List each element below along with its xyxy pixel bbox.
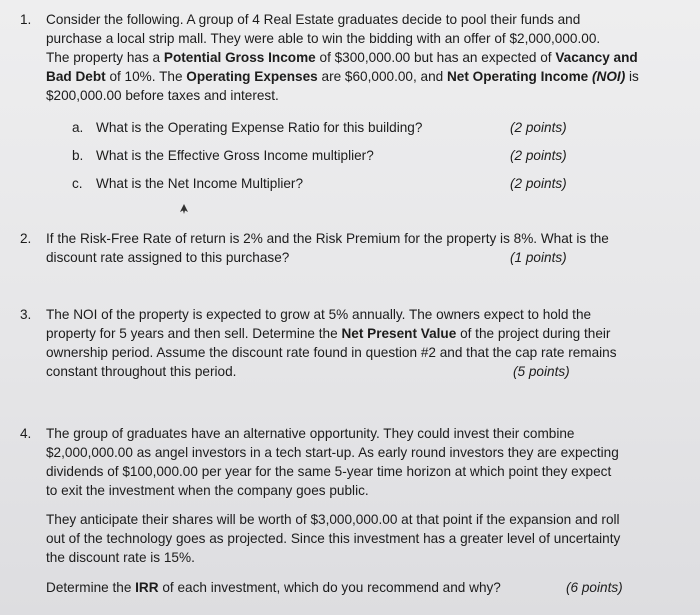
subpart-text: What is the Effective Gross Income multiplier? bbox=[96, 148, 374, 163]
question-number: 2. bbox=[20, 231, 32, 246]
subpart-letter: b. bbox=[72, 148, 84, 163]
subpart-text: What is the Net Income Multiplier? bbox=[96, 176, 304, 191]
text-line: to exit the investment when the company goes public. bbox=[46, 483, 369, 498]
subpart-letter: a. bbox=[72, 120, 84, 135]
question-number: 1. bbox=[20, 12, 32, 27]
subpart-text: What is the Operating Expense Ratio for this building? bbox=[96, 120, 423, 135]
text-line: $2,000,000.00 as angel investors in a tech start-up. As early round investors they are expecting bbox=[46, 445, 619, 460]
points-label: (5 points) bbox=[513, 364, 570, 379]
text-line: $200,000.00 before taxes and interest. bbox=[46, 88, 279, 103]
text-line: purchase a local strip mall. They were able to win the bidding with an offer of $2,000,000.00. bbox=[46, 31, 601, 46]
points-label: (2 points) bbox=[510, 120, 567, 135]
text-line: The group of graduates have an alternative opportunity. They could invest their combine bbox=[46, 426, 575, 441]
text-line: constant throughout this period. bbox=[46, 364, 237, 379]
text-line: Consider the following. A group of 4 Real Estate graduates decide to pool their funds and bbox=[46, 12, 581, 27]
points-label: (6 points) bbox=[566, 580, 623, 595]
question-text bbox=[46, 305, 676, 381]
text-line: discount rate assigned to this purchase? bbox=[46, 250, 290, 265]
text-line: Determine the IRR of each investment, which do you recommend and why? bbox=[46, 580, 501, 595]
subpart-letter: c. bbox=[72, 176, 83, 191]
text-line: property for 5 years and then sell. Determine the Net Present Value of the project during their bbox=[46, 326, 611, 341]
text-line: Bad Debt of 10%. The Operating Expenses are $60,000.00, and Net Operating Income (NOI) is bbox=[46, 69, 639, 84]
question-text-continued bbox=[46, 510, 676, 567]
text-line: They anticipate their shares will be worth of $3,000,000.00 at that point if the expansion and roll bbox=[46, 512, 620, 527]
points-label: (2 points) bbox=[510, 176, 567, 191]
question-number: 4. bbox=[20, 426, 32, 441]
question-number: 3. bbox=[20, 307, 32, 322]
text-line: If the Risk-Free Rate of return is 2% and the Risk Premium for the property is 8%. What is the bbox=[46, 231, 609, 246]
text-line: The NOI of the property is expected to grow at 5% annually. The owners expect to hold the bbox=[46, 307, 592, 322]
text-line: out of the technology goes as projected. Since this investment has a greater level of uncertainty bbox=[46, 531, 621, 546]
points-label: (1 points) bbox=[510, 250, 567, 265]
mouse-pointer-icon bbox=[178, 203, 190, 215]
question-text bbox=[46, 229, 676, 267]
text-line: ownership period. Assume the discount rate found in question #2 and that the cap rate remains bbox=[46, 345, 617, 360]
points-label: (2 points) bbox=[510, 148, 567, 163]
question-text bbox=[46, 10, 676, 105]
text-line: the discount rate is 15%. bbox=[46, 550, 195, 565]
question-text bbox=[46, 424, 676, 500]
text-line: The property has a Potential Gross Income of $300,000.00 but has an expected of Vacancy and bbox=[46, 50, 638, 65]
text-line: dividends of $100,000.00 per year for the same 5-year time horizon at which point they expect bbox=[46, 464, 612, 479]
